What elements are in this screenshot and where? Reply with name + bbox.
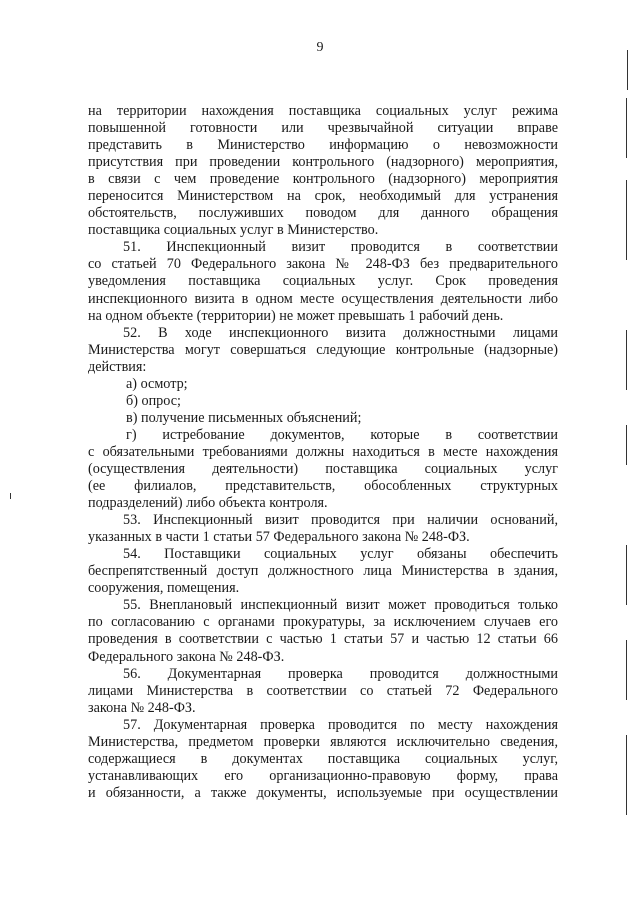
paragraph-56-first-line: 56. Документарная проверка проводится должностными (123, 665, 558, 682)
text-line: и обязанности, а также документы, используемые при осуществлении (88, 784, 558, 801)
paragraph-55-first-line: 55. Внеплановый инспекционный визит может проводиться только (123, 597, 558, 614)
text-line: беспрепятственный доступ должностного лица Министерства в здания, (88, 563, 558, 580)
list-item-a: а) осмотр; (126, 375, 188, 392)
list-item-b: б) опрос; (126, 392, 181, 409)
scan-edge-mark (10, 493, 11, 499)
document-body (88, 103, 558, 802)
text-line: на одном объекте (территории) не может превышать 1 рабочий день. (88, 307, 504, 324)
text-line: по согласованию с органами прокуратуры, за исключением случаев его (88, 614, 558, 631)
text-line: обстоятельств, послуживших поводом для данного обращения (88, 205, 558, 222)
text-line: подразделений) либо объекта контроля. (88, 495, 328, 512)
text-line: содержащиеся в документах поставщика социальных услуг, (88, 750, 558, 767)
text-line: Федерального закона № 248-ФЗ. (88, 648, 285, 665)
text-line: присутствия при проведении контрольного (надзорного) мероприятия, (88, 154, 558, 171)
paragraph-51-first-line: 51. Инспекционный визит проводится в соответствии (123, 239, 558, 256)
scan-edge-mark (626, 425, 627, 465)
page-number: 9 (316, 40, 324, 55)
scan-edge-mark (626, 180, 627, 260)
text-line: переносится Министерством на срок, необходимый для устранения (88, 188, 558, 205)
text-line: проведения в соответствии с частью 1 статьи 57 и частью 12 статьи 66 (88, 631, 558, 648)
scan-edge-mark (626, 545, 627, 605)
text-line: указанных в части 1 статьи 57 Федерального закона № 248-ФЗ. (88, 529, 470, 546)
scan-edge-mark (627, 50, 628, 90)
text-line: закона № 248-ФЗ. (88, 699, 196, 716)
text-line: сооружения, помещения. (88, 580, 240, 597)
list-item-v: в) получение письменных объяснений; (126, 409, 362, 426)
scan-edge-mark (626, 330, 627, 390)
text-line: повышенной готовности или чрезвычайной ситуации вправе (88, 120, 558, 137)
text-line: Министерства, предметом проверки являются исключительно сведения, (88, 733, 558, 750)
paragraph-52-first-line: 52. В ходе инспекционного визита должностными лицами (123, 324, 558, 341)
scan-edge-mark (626, 640, 627, 700)
text-line: на территории нахождения поставщика социальных услуг режима (88, 103, 558, 119)
text-line: действия: (88, 358, 147, 375)
paragraph-53-first-line: 53. Инспекционный визит проводится при наличии оснований, (123, 512, 558, 529)
text-line: (ее филиалов, представительств, обособленных структурных (88, 478, 558, 495)
text-line: в связи с чем проведение контрольного (надзорного) мероприятия (88, 171, 558, 188)
paragraph-54-first-line: 54. Поставщики социальных услуг обязаны обеспечить (123, 546, 558, 563)
text-line: уведомления поставщика социальных услуг. Срок проведения (88, 273, 558, 290)
text-line: Министерства могут совершаться следующие контрольные (надзорные) (88, 341, 558, 358)
list-item-g: г) истребование документов, которые в соответствии (126, 426, 558, 443)
scan-edge-mark (626, 735, 627, 815)
text-line: инспекционного визита в одном месте осуществления деятельности либо (88, 290, 558, 307)
text-line: поставщика социальных услуг в Министерство. (88, 222, 379, 239)
paragraph-57-first-line: 57. Документарная проверка проводится по месту нахождения (123, 716, 558, 733)
text-line: (осуществления деятельности) поставщика социальных услуг (88, 460, 558, 477)
text-line: представить в Министерство информацию о невозможности (88, 137, 558, 154)
text-line: лицами Министерства в соответствии со статьей 72 Федерального (88, 682, 558, 699)
text-line: с обязательными требованиями должны находиться в месте нахождения (88, 443, 558, 460)
text-line: со статьей 70 Федерального закона № 248-ФЗ без предварительного (88, 256, 558, 273)
scan-edge-mark (626, 98, 627, 158)
text-line: устанавливающих его организационно-правовую форму, права (88, 767, 558, 784)
